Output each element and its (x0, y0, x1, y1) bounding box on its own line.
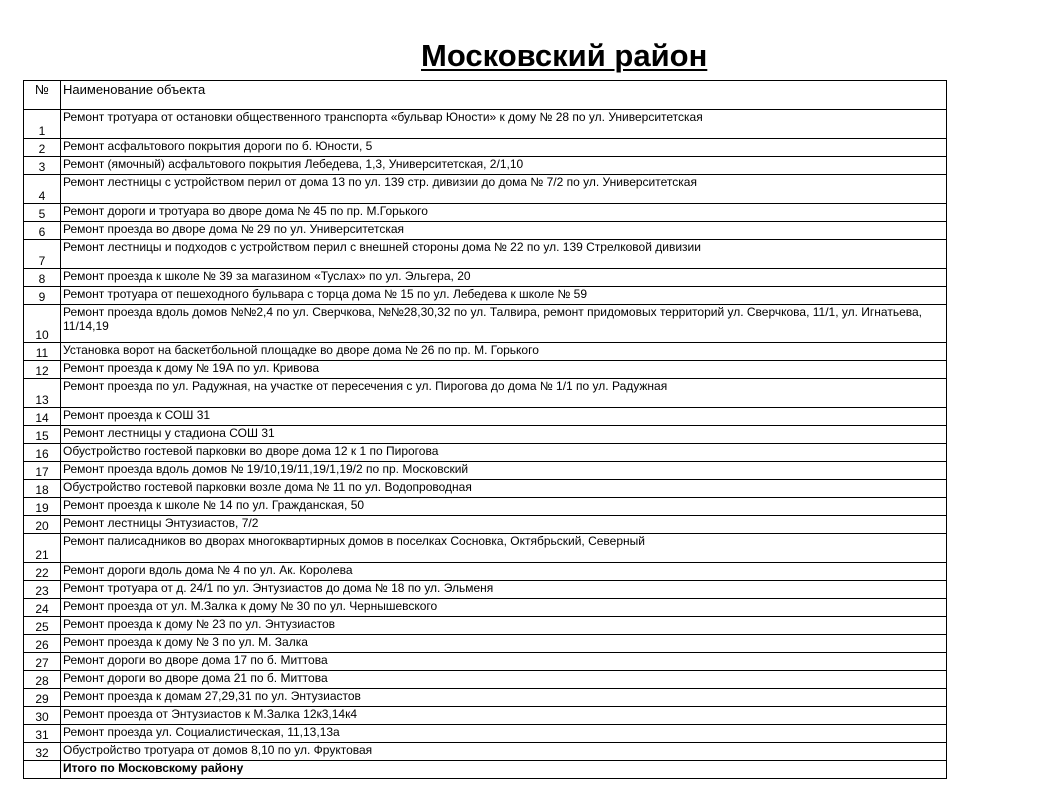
table-row (24, 110, 947, 139)
row-number: 17 (24, 462, 61, 480)
table-row (24, 534, 947, 563)
row-object-name: Ремонт дороги во дворе дома 17 по б. Миттова (61, 653, 947, 671)
row-number: 20 (24, 516, 61, 534)
row-object-name: Ремонт лестницы Энтузиастов, 7/2 (61, 516, 947, 534)
table-row (24, 563, 947, 581)
table-row (24, 635, 947, 653)
row-number: 15 (24, 426, 61, 444)
row-number: 13 (24, 379, 61, 408)
row-number: 32 (24, 743, 61, 761)
table-row (24, 581, 947, 599)
row-object-name: Ремонт проезда к школе № 14 по ул. Гражданская, 50 (61, 498, 947, 516)
row-number: 26 (24, 635, 61, 653)
row-number: 3 (24, 157, 61, 175)
row-number: 2 (24, 139, 61, 157)
row-object-name: Ремонт асфальтового покрытия дороги по б. Юности, 5 (61, 139, 947, 157)
row-number: 23 (24, 581, 61, 599)
row-number: 8 (24, 269, 61, 287)
table-row (24, 653, 947, 671)
row-number: 6 (24, 222, 61, 240)
row-object-name: Ремонт проезда во дворе дома № 29 по ул. Университетская (61, 222, 947, 240)
row-number: 11 (24, 343, 61, 361)
row-object-name: Ремонт лестницы и подходов с устройством перил с внешней стороны дома № 22 по ул. 139 Стрелковой дивизии (61, 240, 947, 269)
row-number: 5 (24, 204, 61, 222)
table-row (24, 707, 947, 725)
row-object-name: Ремонт проезда к дому № 23 по ул. Энтузиастов (61, 617, 947, 635)
row-object-name: Ремонт проезда к домам 27,29,31 по ул. Энтузиастов (61, 689, 947, 707)
page-title: Московский район (421, 38, 708, 73)
table-row (24, 408, 947, 426)
row-number: 29 (24, 689, 61, 707)
row-number: 24 (24, 599, 61, 617)
table-row (24, 240, 947, 269)
table-body (24, 81, 947, 779)
table-row (24, 361, 947, 379)
header-number: № (24, 81, 61, 110)
row-number: 25 (24, 617, 61, 635)
row-object-name: Ремонт тротуара от д. 24/1 по ул. Энтузиастов до дома № 18 по ул. Эльменя (61, 581, 947, 599)
table-row (24, 204, 947, 222)
row-object-name: Ремонт проезда от Энтузиастов к М.Залка 12к3,14к4 (61, 707, 947, 725)
row-object-name: Обустройство гостевой парковки во дворе дома 12 к 1 по Пирогова (61, 444, 947, 462)
row-number: 1 (24, 110, 61, 139)
row-object-name: Ремонт проезда к СОШ 31 (61, 408, 947, 426)
row-object-name: Ремонт тротуара от пешеходного бульвара с торца дома № 15 по ул. Лебедева к школе № 59 (61, 287, 947, 305)
table-row (24, 498, 947, 516)
row-number: 18 (24, 480, 61, 498)
table-row (24, 426, 947, 444)
row-object-name: Ремонт проезда к школе № 39 за магазином «Туслах» по ул. Эльгера, 20 (61, 269, 947, 287)
row-number: 19 (24, 498, 61, 516)
row-number: 9 (24, 287, 61, 305)
row-object-name: Ремонт проезда вдоль домов №№2,4 по ул. Сверчкова, №№28,30,32 по ул. Талвира, ремонт придомовых территорий ул. Сверчкова, 11/1, ул. Игнатьева, 11/14,19 (61, 305, 947, 343)
objects-table (23, 80, 947, 779)
row-object-name: Ремонт лестницы у стадиона СОШ 31 (61, 426, 947, 444)
row-number: 22 (24, 563, 61, 581)
row-number: 28 (24, 671, 61, 689)
row-number: 27 (24, 653, 61, 671)
table-row (24, 175, 947, 204)
row-number: 31 (24, 725, 61, 743)
table-row (24, 462, 947, 480)
table-row (24, 516, 947, 534)
row-object-name: Ремонт проезда по ул. Радужная, на участке от пересечения с ул. Пирогова до дома № 1/1 по ул. Радужная (61, 379, 947, 408)
row-object-name: Ремонт проезда ул. Социалистическая, 11,13,13а (61, 725, 947, 743)
table-row (24, 743, 947, 761)
table-row (24, 305, 947, 343)
table-row (24, 444, 947, 462)
table-row (24, 725, 947, 743)
row-object-name: Обустройство гостевой парковки возле дома № 11 по ул. Водопроводная (61, 480, 947, 498)
row-object-name: Ремонт палисадников во дворах многоквартирных домов в поселках Сосновка, Октябрьский, Северный (61, 534, 947, 563)
row-number: 21 (24, 534, 61, 563)
row-number: 14 (24, 408, 61, 426)
row-number: 16 (24, 444, 61, 462)
row-object-name: Ремонт проезда к дому № 3 по ул. М. Залка (61, 635, 947, 653)
table-row (24, 480, 947, 498)
row-object-name: Ремонт проезда от ул. М.Залка к дому № 30 по ул. Чернышевского (61, 599, 947, 617)
row-object-name: Обустройство тротуара от домов 8,10 по ул. Фруктовая (61, 743, 947, 761)
row-object-name: Ремонт дороги во дворе дома 21 по б. Миттова (61, 671, 947, 689)
row-number: 10 (24, 305, 61, 343)
row-object-name: Ремонт проезда вдоль домов № 19/10,19/11,19/1,19/2 по пр. Московский (61, 462, 947, 480)
table-row (24, 599, 947, 617)
table-row (24, 343, 947, 361)
row-number: 12 (24, 361, 61, 379)
table-row (24, 157, 947, 175)
table-row (24, 269, 947, 287)
row-object-name: Ремонт дороги вдоль дома № 4 по ул. Ак. Королева (61, 563, 947, 581)
row-object-name: Ремонт проезда к дому № 19А по ул. Кривова (61, 361, 947, 379)
table-row (24, 671, 947, 689)
row-object-name: Установка ворот на баскетбольной площадке во дворе дома № 26 по пр. М. Горького (61, 343, 947, 361)
row-object-name: Ремонт дороги и тротуара во дворе дома № 45 по пр. М.Горького (61, 204, 947, 222)
row-number: 4 (24, 175, 61, 204)
row-object-name: Ремонт лестницы с устройством перил от дома 13 по ул. 139 стр. дивизии до дома № 7/2 по ул. Университетская (61, 175, 947, 204)
table-row (24, 139, 947, 157)
table-row (24, 379, 947, 408)
table-row (24, 689, 947, 707)
table-header-row (24, 81, 947, 110)
table-row (24, 222, 947, 240)
total-number (24, 761, 61, 779)
table-total-row (24, 761, 947, 779)
row-number: 7 (24, 240, 61, 269)
table-row (24, 617, 947, 635)
row-object-name: Ремонт тротуара от остановки общественного транспорта «бульвар Юности» к дому № 28 по ул. Университетская (61, 110, 947, 139)
row-number: 30 (24, 707, 61, 725)
header-object-name: Наименование объекта (61, 81, 947, 110)
table-row (24, 287, 947, 305)
row-object-name: Ремонт (ямочный) асфальтового покрытия Лебедева, 1,3, Университетская, 2/1,10 (61, 157, 947, 175)
total-label: Итого по Московскому району (61, 761, 947, 779)
